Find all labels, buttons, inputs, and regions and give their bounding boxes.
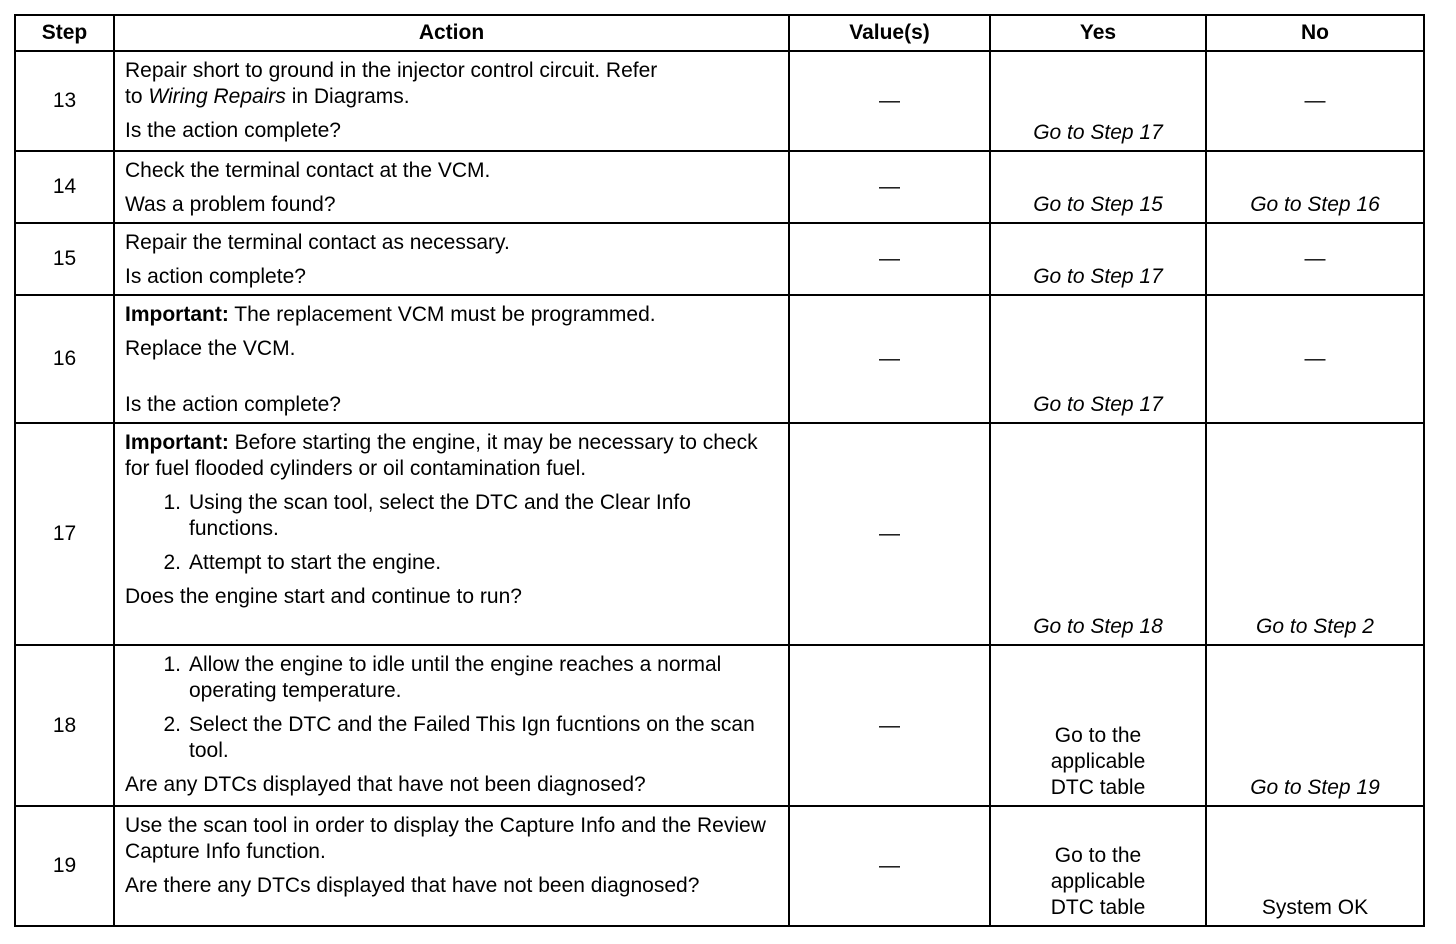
value-cell: —: [789, 295, 990, 423]
table-row: [15, 151, 1424, 223]
step-number: 17: [15, 423, 114, 645]
step-number: 18: [15, 645, 114, 806]
table-row: [15, 423, 1424, 645]
table-row: [15, 645, 1424, 806]
action-question: Does the engine start and continue to run?: [125, 585, 522, 608]
no-cell: —: [1206, 51, 1424, 151]
list-number: 2.: [163, 713, 181, 736]
table-row: [15, 295, 1424, 423]
yes-cell: Go to Step 17: [990, 51, 1206, 151]
yes-cell: [990, 806, 1206, 926]
list-text: Using the scan tool, select the DTC and the Clear Info functions.: [189, 491, 691, 540]
diagnostic-table: [14, 14, 1425, 927]
action-text: Repair short to ground in the injector control circuit. Refer: [125, 59, 658, 82]
list-text: Attempt to start the engine.: [189, 551, 442, 574]
no-cell: Go to Step 19: [1206, 645, 1424, 806]
list-text: Allow the engine to idle until the engine reaches a normal operating temperature.: [189, 653, 722, 702]
value-cell: —: [789, 645, 990, 806]
important-note: Important: The replacement VCM must be programmed.: [125, 303, 656, 326]
no-cell: Go to Step 16: [1206, 151, 1424, 223]
header-no: No: [1206, 15, 1424, 51]
value-cell: —: [789, 423, 990, 645]
important-label: Important:: [125, 431, 229, 454]
action-cell: [114, 151, 789, 223]
yes-cell: Go to Step 18: [990, 423, 1206, 645]
action-cell: [114, 645, 789, 806]
action-text: Use the scan tool in order to display the Capture Info and the Review Capture Info function.: [125, 814, 766, 863]
table-row: [15, 223, 1424, 295]
action-question: Are there any DTCs displayed that have not been diagnosed?: [125, 874, 700, 897]
header-row: [15, 15, 1424, 51]
yes-text-line: applicable: [1050, 870, 1146, 893]
yes-text-line: DTC table: [1050, 896, 1146, 919]
action-cell: [114, 223, 789, 295]
value-cell: —: [789, 51, 990, 151]
list-number: 1.: [163, 653, 181, 676]
list-item: [125, 712, 778, 764]
header-action: Action: [114, 15, 789, 51]
list-item: [125, 550, 778, 576]
table-row: [15, 51, 1424, 151]
yes-cell: Go to Step 17: [990, 223, 1206, 295]
action-text: to Wiring Repairs in Diagrams.: [125, 85, 410, 108]
yes-cell: Go to Step 15: [990, 151, 1206, 223]
value-cell: —: [789, 806, 990, 926]
action-question: Are any DTCs displayed that have not been diagnosed?: [125, 773, 646, 796]
list-number: 1.: [163, 491, 181, 514]
no-cell: System OK: [1206, 806, 1424, 926]
action-question: Was a problem found?: [125, 193, 336, 216]
list-text: Select the DTC and the Failed This Ign fucntions on the scan tool.: [189, 713, 755, 762]
step-number: 14: [15, 151, 114, 223]
no-cell: —: [1206, 295, 1424, 423]
header-yes: Yes: [990, 15, 1206, 51]
list-item: [125, 490, 778, 542]
important-label: Important:: [125, 303, 229, 326]
value-cell: —: [789, 223, 990, 295]
action-cell: [114, 295, 789, 423]
action-text: Replace the VCM.: [125, 337, 296, 360]
wiring-repairs-reference: Wiring Repairs: [148, 85, 286, 108]
yes-text-line: Go to the: [1054, 724, 1142, 747]
action-question: Is the action complete?: [125, 393, 341, 416]
action-question: Is action complete?: [125, 265, 306, 288]
action-cell: [114, 51, 789, 151]
header-values: Value(s): [789, 15, 990, 51]
list-number: 2.: [163, 551, 181, 574]
action-text: Repair the terminal contact as necessary.: [125, 231, 510, 254]
action-text: Check the terminal contact at the VCM.: [125, 159, 491, 182]
list-item: [125, 652, 778, 704]
yes-cell: [990, 645, 1206, 806]
action-question: Is the action complete?: [125, 119, 341, 142]
step-number: 19: [15, 806, 114, 926]
value-cell: —: [789, 151, 990, 223]
step-number: 15: [15, 223, 114, 295]
action-cell: [114, 423, 789, 645]
table-row: [15, 806, 1424, 926]
important-note: Important: Before starting the engine, it may be necessary to check for fuel flooded cylinders or oil contamination fuel.: [125, 431, 758, 480]
yes-text-line: Go to the: [1054, 844, 1142, 867]
step-number: 13: [15, 51, 114, 151]
header-step: Step: [15, 15, 114, 51]
step-number: 16: [15, 295, 114, 423]
no-cell: —: [1206, 223, 1424, 295]
yes-text-line: DTC table: [1050, 776, 1146, 799]
no-cell: Go to Step 2: [1206, 423, 1424, 645]
yes-text-line: applicable: [1050, 750, 1146, 773]
yes-cell: Go to Step 17: [990, 295, 1206, 423]
action-cell: [114, 806, 789, 926]
